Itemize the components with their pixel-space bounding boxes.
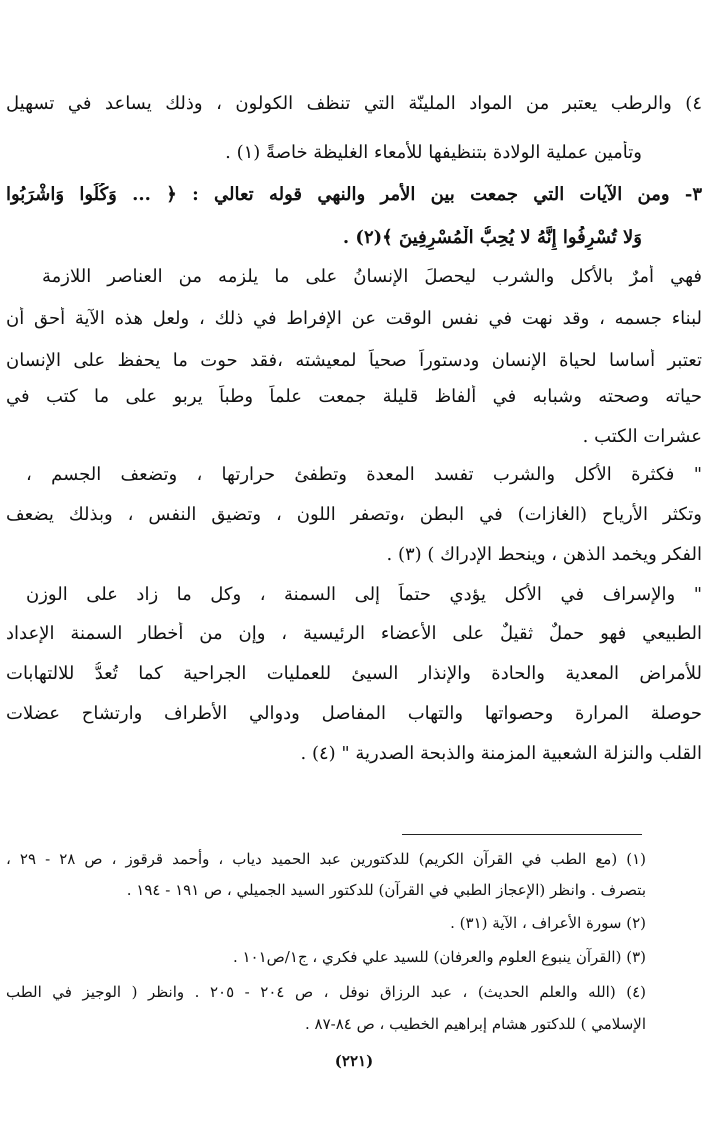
body-line-6: لبناء جسمه ، وقد نهت في نفس الوقت عن الإفراط في ذلك ، ولعل هذه الآية أحق أن [6, 308, 702, 329]
body-line-2: وتأمين عملية الولادة بتنظيفها للأمعاء الغليظة خاصةً (١) . [225, 142, 642, 163]
footnote-4-cont: الإسلامي ) للدكتور هشام إبراهيم الخطيب ، ص ٨٤-٨٧ . [304, 1015, 646, 1033]
body-line-1: ٤) والرطب يعتبر من المواد الملينّة التي تنظف الكولون ، وذلك يساعد في تسهيل [6, 93, 702, 114]
body-line-11: وتكثر الأرياح (الغازات) في البطن ،وتصفر اللون ، وتضيق النفس ، وبذلك يضعف [6, 504, 702, 525]
page-number: (٢٢١) [334, 1052, 374, 1070]
body-line-15: للأمراض المعدية والحادة والإنذار السيئ للعمليات الجراحية كما تُعدُّ للالتهابات [6, 663, 702, 684]
body-line-10: " فكثرة الأكل والشرب تفسد المعدة وتطفئ حرارتها ، وتضعف الجسم ، [26, 464, 702, 485]
footnote-1-cont: بتصرف . وانظر (الإعجاز الطبي في القرآن) للدكتور السيد الجميلي ، ص ١٩١ - ١٩٤ . [126, 881, 646, 899]
body-line-14: الطبيعي فهو حملٌ ثقيلٌ على الأعضاء الرئيسية ، وإن من أخطار السمنة الإعداد [6, 623, 702, 644]
body-line-17: القلب والنزلة الشعبية المزمنة والذبحة الصدرية " (٤) . [300, 743, 702, 764]
footnote-2: (٢) سورة الأعراف ، الآية (٣١) . [450, 914, 646, 932]
footnote-1: (١) (مع الطب في القرآن الكريم) للدكتورين عبد الحميد دياب ، وأحمد قرقوز ، ص ٢٨ - ٢٩ ، [6, 850, 646, 868]
body-line-5: فهي أمرٌ بالأكل والشرب ليحصلَ الإنسانُ على ما يلزمه من العناصر اللازمة [42, 266, 702, 287]
footnote-separator [402, 834, 642, 835]
body-line-7: تعتبر أساسا لحياة الإنسان ودستوراً صحياً لمعيشته ،فقد حوت ما يحفظ على الإنسان [6, 350, 702, 371]
body-line-12: الفكر ويخمد الذهن ، وينحط الإدراك ) (٣) . [386, 544, 702, 565]
body-line-13: " والإسراف في الأكل يؤدي حتماً إلى السمنة ، وكل ما زاد على الوزن [26, 584, 702, 605]
footnote-3: (٣) (القرآن ينبوع العلوم والعرفان) للسيد علي فكري ، ج١/ص١٠١ . [232, 948, 646, 966]
body-line-3: ٣- ومن الآيات التي جمعت بين الأمر والنهي قوله تعالي : ﴿ ... وَكُلُوا وَاشْرَبُوا [6, 184, 702, 205]
footnote-4: (٤) (الله والعلم الحديث) ، عبد الرزاق نوفل ، ص ٢٠٤ - ٢٠٥ . وانظر ( الوجيز في الطب [6, 983, 646, 1001]
body-line-4: وَلا تُسْرِفُوا إِنَّهُ لا يُحِبُّ الْمُسْرِفِينَ ﴾(٢) . [342, 227, 642, 248]
body-line-16: حوصلة المرارة وحصواتها والتهاب المفاصل ودوالي الأطراف وارتشاح عضلات [6, 703, 702, 724]
body-line-9: عشرات الكتب . [582, 426, 702, 447]
body-line-8: حياته وصحته وشبابه في ألفاظ قليلة جمعت علماً وطباً يربو على ما كتب في [6, 386, 702, 407]
